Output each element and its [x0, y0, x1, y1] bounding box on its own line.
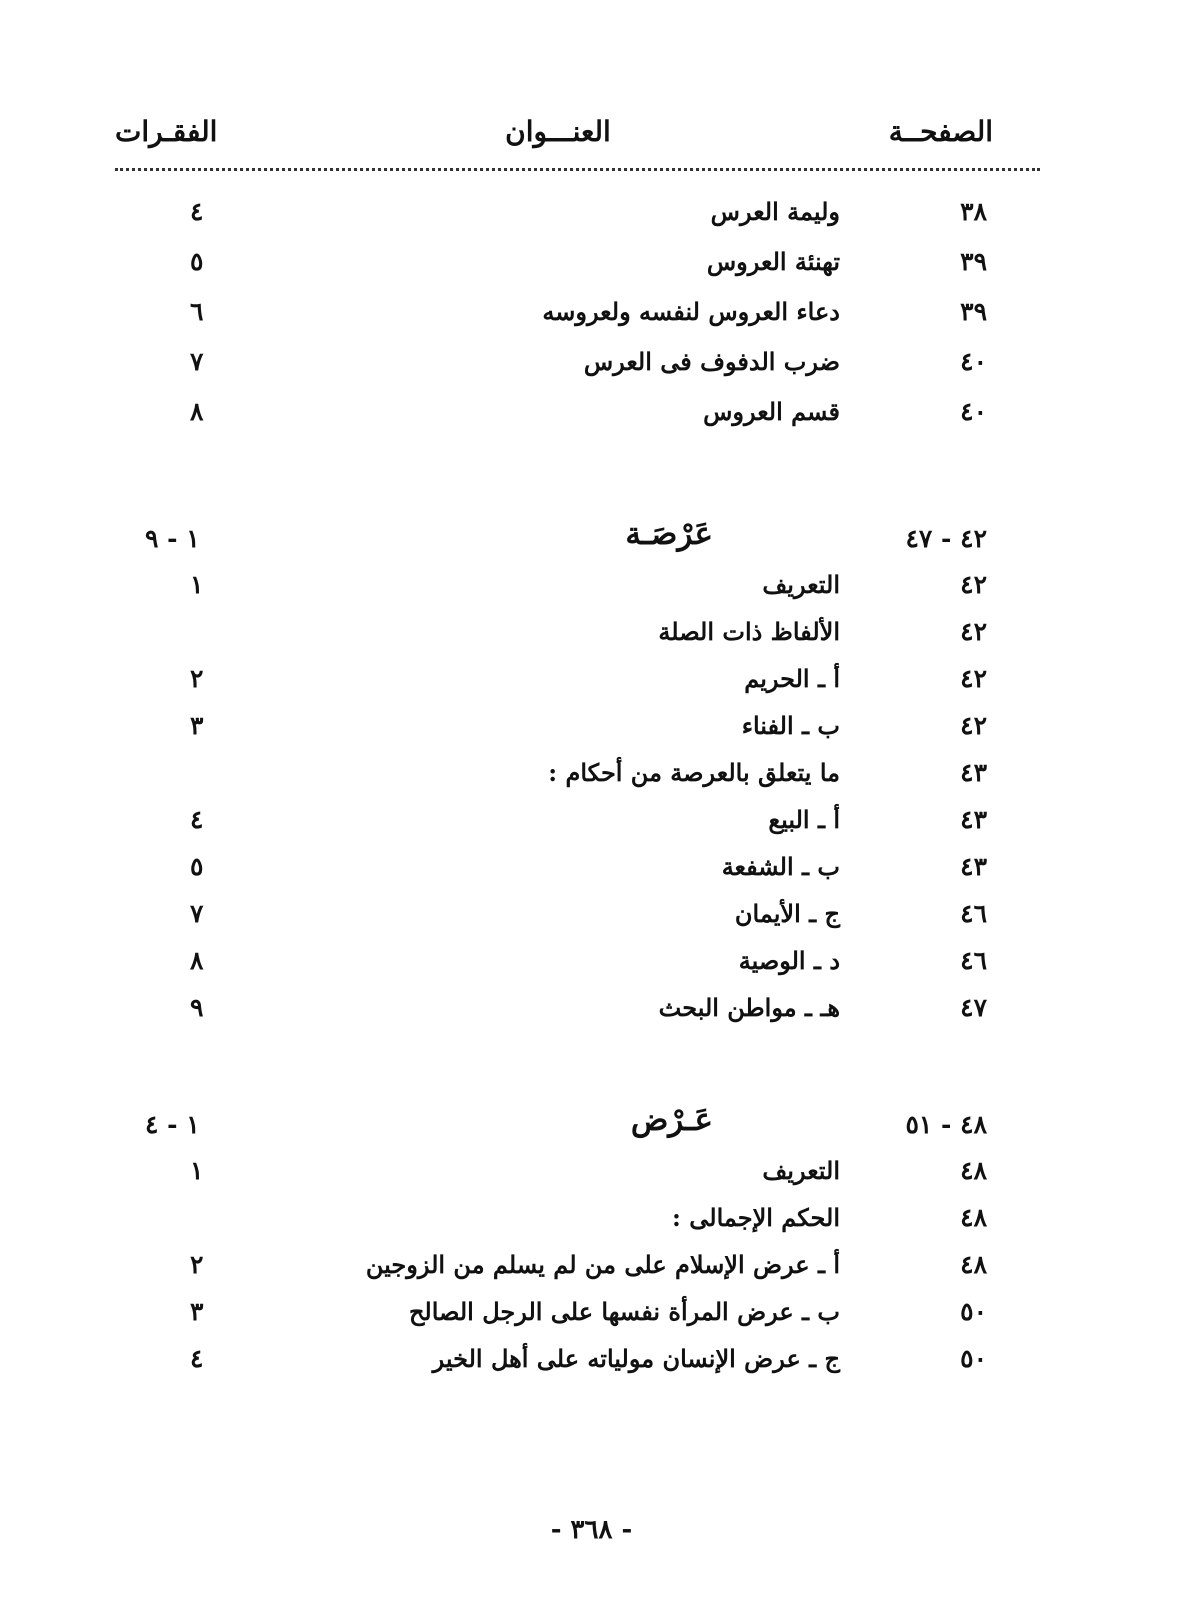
- index-row: [0, 297, 1183, 341]
- entry-title: التعريف: [762, 570, 840, 599]
- index-row: [0, 852, 1183, 896]
- paragraph-ref: ٥: [190, 247, 204, 276]
- index-row: [0, 1156, 1183, 1200]
- title-column-header: العنـــوان: [505, 115, 611, 148]
- page-number: ٤٦: [960, 946, 987, 975]
- entry-title: ب ـ الشفعة: [721, 852, 840, 881]
- header-dotted-rule: [115, 168, 1040, 171]
- page-range: ٤٨ - ٥١: [905, 1110, 987, 1139]
- paragraph-ref: ٤: [190, 805, 204, 834]
- index-row: [0, 570, 1183, 614]
- paragraph-ref: ٣: [190, 1297, 204, 1326]
- page-number: ٤٨: [960, 1156, 987, 1185]
- page-number: ٥٠: [960, 1344, 987, 1373]
- entry-title: ب ـ عرض المرأة نفسها على الرجل الصالح: [408, 1297, 840, 1326]
- entry-title: أ ـ عرض الإسلام على من لم يسلم من الزوجين: [365, 1250, 840, 1279]
- page-number: ٤٢: [960, 711, 987, 740]
- paragraph-range: ١ - ٤: [145, 1110, 200, 1139]
- entry-title: التعريف: [762, 1156, 840, 1185]
- entry-title: وليمة العرس: [710, 197, 840, 226]
- paragraph-range: ١ - ٩: [145, 524, 200, 553]
- section-heading-row: [0, 1102, 1183, 1154]
- section-title: عَرْصَـة: [625, 516, 713, 552]
- section-title: عَـرْض: [630, 1102, 713, 1138]
- page-number: ٤٢: [960, 664, 987, 693]
- index-row: [0, 1344, 1183, 1388]
- page-footer-number: - ٣٦٨ -: [550, 1515, 633, 1545]
- paragraph-ref: ٢: [190, 1250, 204, 1279]
- page-number: ٤٠: [960, 397, 987, 426]
- entry-title: دعاء العروس لنفسه ولعروسه: [542, 297, 840, 326]
- entry-title: ب ـ الفناء: [741, 711, 840, 740]
- page-number: ٤٨: [960, 1203, 987, 1232]
- index-row: [0, 197, 1183, 241]
- index-row: [0, 805, 1183, 849]
- index-row: [0, 247, 1183, 291]
- index-row: [0, 946, 1183, 990]
- entry-title: ج ـ عرض الإنسان مولياته على أهل الخير: [432, 1344, 840, 1373]
- entry-title: هـ ـ مواطن البحث: [658, 993, 840, 1022]
- index-row: [0, 1297, 1183, 1341]
- paragraph-ref: ٨: [190, 397, 204, 426]
- paragraph-ref: ٧: [190, 899, 204, 928]
- paragraph-ref: ٨: [190, 946, 204, 975]
- page-number: ٣٩: [960, 297, 987, 326]
- section-heading-row: [0, 516, 1183, 568]
- paragraph-ref: ١: [190, 570, 204, 599]
- paragraph-ref: ٦: [190, 297, 204, 326]
- page-number: ٤٠: [960, 347, 987, 376]
- entry-title: قسم العروس: [703, 397, 840, 426]
- index-row: [0, 758, 1183, 802]
- entry-title: أ ـ الحريم: [744, 664, 840, 693]
- paragraph-ref: ٥: [190, 852, 204, 881]
- page-column-header: الصفحــة: [888, 115, 993, 148]
- entry-title: د ـ الوصية: [738, 946, 840, 975]
- index-row: [0, 993, 1183, 1037]
- entry-title: تهنئة العروس: [706, 247, 840, 276]
- paragraph-ref: ٤: [190, 197, 204, 226]
- index-row: [0, 617, 1183, 661]
- page-number: ٤٣: [960, 852, 987, 881]
- page-number: ٣٩: [960, 247, 987, 276]
- entry-title: الألفاظ ذات الصلة: [658, 617, 840, 646]
- page-number: ٤٦: [960, 899, 987, 928]
- entry-title: الحكم الإجمالى :: [672, 1203, 840, 1232]
- index-row: [0, 347, 1183, 391]
- page-number: ٥٠: [960, 1297, 987, 1326]
- paragraph-ref: ٢: [190, 664, 204, 693]
- paragraphs-column-header: الفقـرات: [115, 115, 218, 148]
- index-row: [0, 899, 1183, 943]
- entry-title: أ ـ البيع: [768, 805, 840, 834]
- index-row: [0, 1203, 1183, 1247]
- entry-title: ج ـ الأيمان: [734, 899, 840, 928]
- entry-title: ضرب الدفوف فى العرس: [583, 347, 840, 376]
- index-row: [0, 711, 1183, 755]
- page-number: ٣٨: [960, 197, 987, 226]
- page-number: ٤٣: [960, 805, 987, 834]
- paragraph-ref: ٩: [190, 993, 204, 1022]
- page-number: ٤٨: [960, 1250, 987, 1279]
- paragraph-ref: ٧: [190, 347, 204, 376]
- index-row: [0, 397, 1183, 441]
- page-number: ٤٧: [960, 993, 987, 1022]
- entry-title: ما يتعلق بالعرصة من أحكام :: [548, 758, 840, 787]
- page-number: ٤٢: [960, 617, 987, 646]
- index-row: [0, 664, 1183, 708]
- page-number: ٤٣: [960, 758, 987, 787]
- page-number: ٤٢: [960, 570, 987, 599]
- paragraph-ref: ٤: [190, 1344, 204, 1373]
- index-row: [0, 1250, 1183, 1294]
- paragraph-ref: ٣: [190, 711, 204, 740]
- paragraph-ref: ١: [190, 1156, 204, 1185]
- page-range: ٤٢ - ٤٧: [905, 524, 987, 553]
